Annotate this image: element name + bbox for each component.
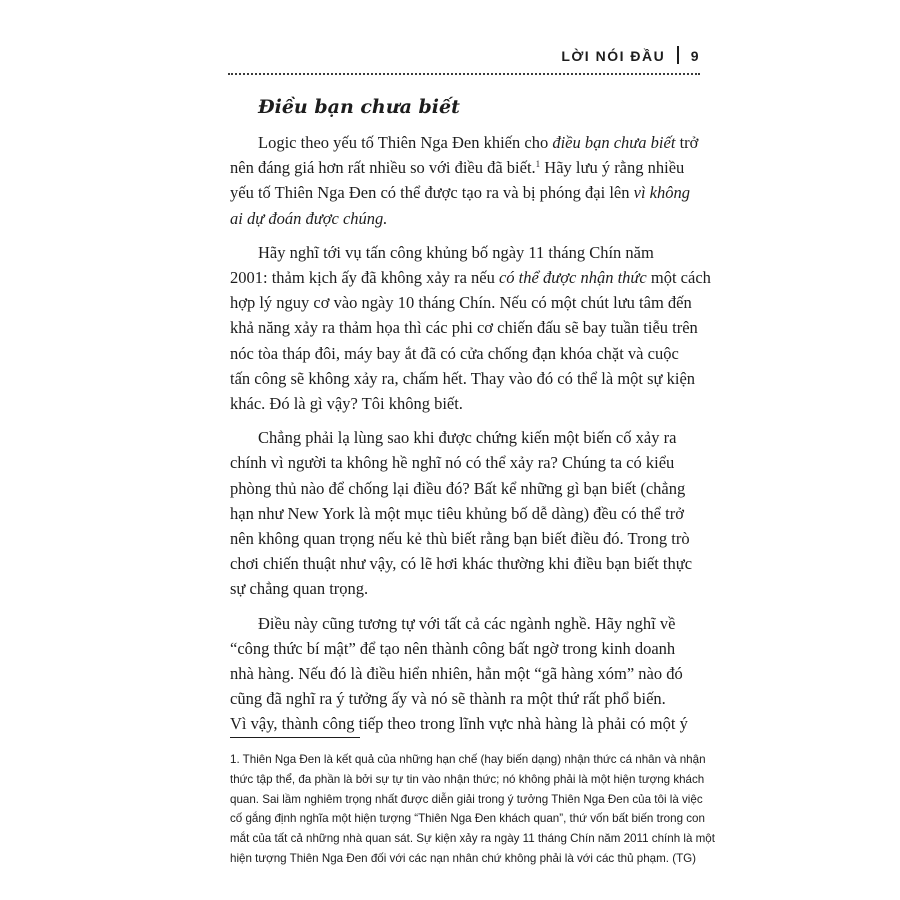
text-line <box>230 206 700 231</box>
header-dotted-rule <box>228 73 700 75</box>
text-line: tấn công sẽ không xảy ra, chấm hết. Thay vào đó có thể là một sự kiện <box>230 368 696 388</box>
text-line: hợp lý nguy cơ vào ngày 10 tháng Chín. Nếu có một chút lưu tâm đến <box>230 293 692 313</box>
text-line: hạn như New York là một mục tiêu khủng bố dễ dàng) đều có thể trở <box>230 503 684 523</box>
text-line: Logic theo yếu tố Thiên Nga Đen khiến cho điều bạn chưa biết trở <box>258 133 699 152</box>
footnote-line: 1. Thiên Nga Đen là kết quả của những hạn chế (hay biến dạng) nhận thức cá nhân và nhận <box>230 753 706 766</box>
footnote-rule <box>230 737 360 738</box>
text-line: sự chẳng quan trọng. <box>230 579 369 599</box>
section-heading: Điều bạn chưa biết <box>258 96 460 118</box>
text-line: nên không quan trọng nếu kẻ thù biết rằng bạn biết điều đó. Trong trò <box>230 529 690 549</box>
text-line: yếu tố Thiên Nga Đen có thể được tạo ra và bị phóng đại lên vì không <box>230 183 690 203</box>
text-line: Điều này cũng tương tự với tất cả các ngành nghề. Hãy nghĩ về <box>258 613 676 633</box>
footnote-line: thức tập thể, đa phần là bởi sự tự tin vào nhận thức; nó không phải là một hiện tượng khách <box>230 772 705 786</box>
text-line: 2001: thảm kịch ấy đã không xảy ra nếu có thể được nhận thức một cách <box>230 268 711 288</box>
paragraph <box>230 611 700 737</box>
body-text <box>230 130 711 746</box>
text-line: nhà hàng. Nếu đó là điều hiển nhiên, hẳn một “gã hàng xóm” nào đó <box>230 664 683 684</box>
footnote-line: hiện tượng Thiên Nga Đen đối với các nạn nhân chứ không phải là với các thủ phạm. (TG) <box>230 851 697 865</box>
text-line: chơi chiến thuật như vậy, có lẽ hơi khác thường khi điều bạn biết thực <box>230 554 693 574</box>
text-line: nóc tòa tháp đôi, máy bay ắt đã có cửa chống đạn khóa chặt và cuộc <box>230 343 679 363</box>
running-head-separator <box>677 46 679 64</box>
footnote-line: mắt của tất cả những nhà quan sát. Sự kiện xảy ra ngày 11 tháng Chín năm 2011 chính là một <box>230 832 715 846</box>
text-line: Chẳng phải lạ lùng sao khi được chứng kiến một biến cố xảy ra <box>258 428 677 448</box>
footnote-marker[interactable]: 1 <box>535 159 541 170</box>
paragraph <box>230 425 700 601</box>
running-head-title: LỜI NÓI ĐẦU <box>561 48 666 64</box>
paragraph <box>230 130 700 231</box>
page-number: 9 <box>690 48 700 64</box>
text-line: khả năng xảy ra thảm họa thì các phi cơ chiến đấu sẽ bay tuần tiễu trên <box>230 318 698 338</box>
text-line: nên đáng giá hơn rất nhiều so với điều đã biết.$^1$ Hãy lưu ý rằng nhiều <box>230 158 685 178</box>
running-head <box>561 46 700 64</box>
italic-emphasis: ai dự đoán được chúng. <box>230 208 388 228</box>
paragraph <box>230 240 711 416</box>
text-line: chính vì người ta không hề nghĩ nó có thể xảy ra? Chúng ta có kiểu <box>230 453 675 473</box>
text-line: Hãy nghĩ tới vụ tấn công khủng bố ngày 11 tháng Chín năm <box>258 242 654 262</box>
footnote-line: cố gắng định nghĩa một hiện tượng “Thiên Nga Đen khách quan”, thứ vốn bất biến trong con <box>230 812 705 826</box>
footnote <box>230 750 715 869</box>
text-line: Vì vậy, thành công tiếp theo trong lĩnh vực nhà hàng là phải có một ý <box>230 714 688 734</box>
text-line: phòng thủ nào để chống lại điều đó? Bất kể những gì bạn biết (chẳng <box>230 478 686 498</box>
text-line: cũng đã nghĩ ra ý tưởng ấy và nó sẽ thành ra một thứ rất phổ biến. <box>230 689 666 709</box>
footnote-line: quan. Sai lầm nghiêm trọng nhất được diễn giải trong ý tưởng Thiên Nga Đen của tôi là việc <box>230 792 703 806</box>
italic-emphasis: có thể được nhận thức <box>498 268 647 288</box>
italic-emphasis: điều bạn chưa biết <box>552 133 676 152</box>
text-line: khác. Đó là gì vậy? Tôi không biết. <box>230 394 463 414</box>
text-line: “công thức bí mật” để tạo nên thành công bất ngờ trong kinh doanh <box>230 638 676 658</box>
italic-emphasis: vì không <box>633 183 690 203</box>
